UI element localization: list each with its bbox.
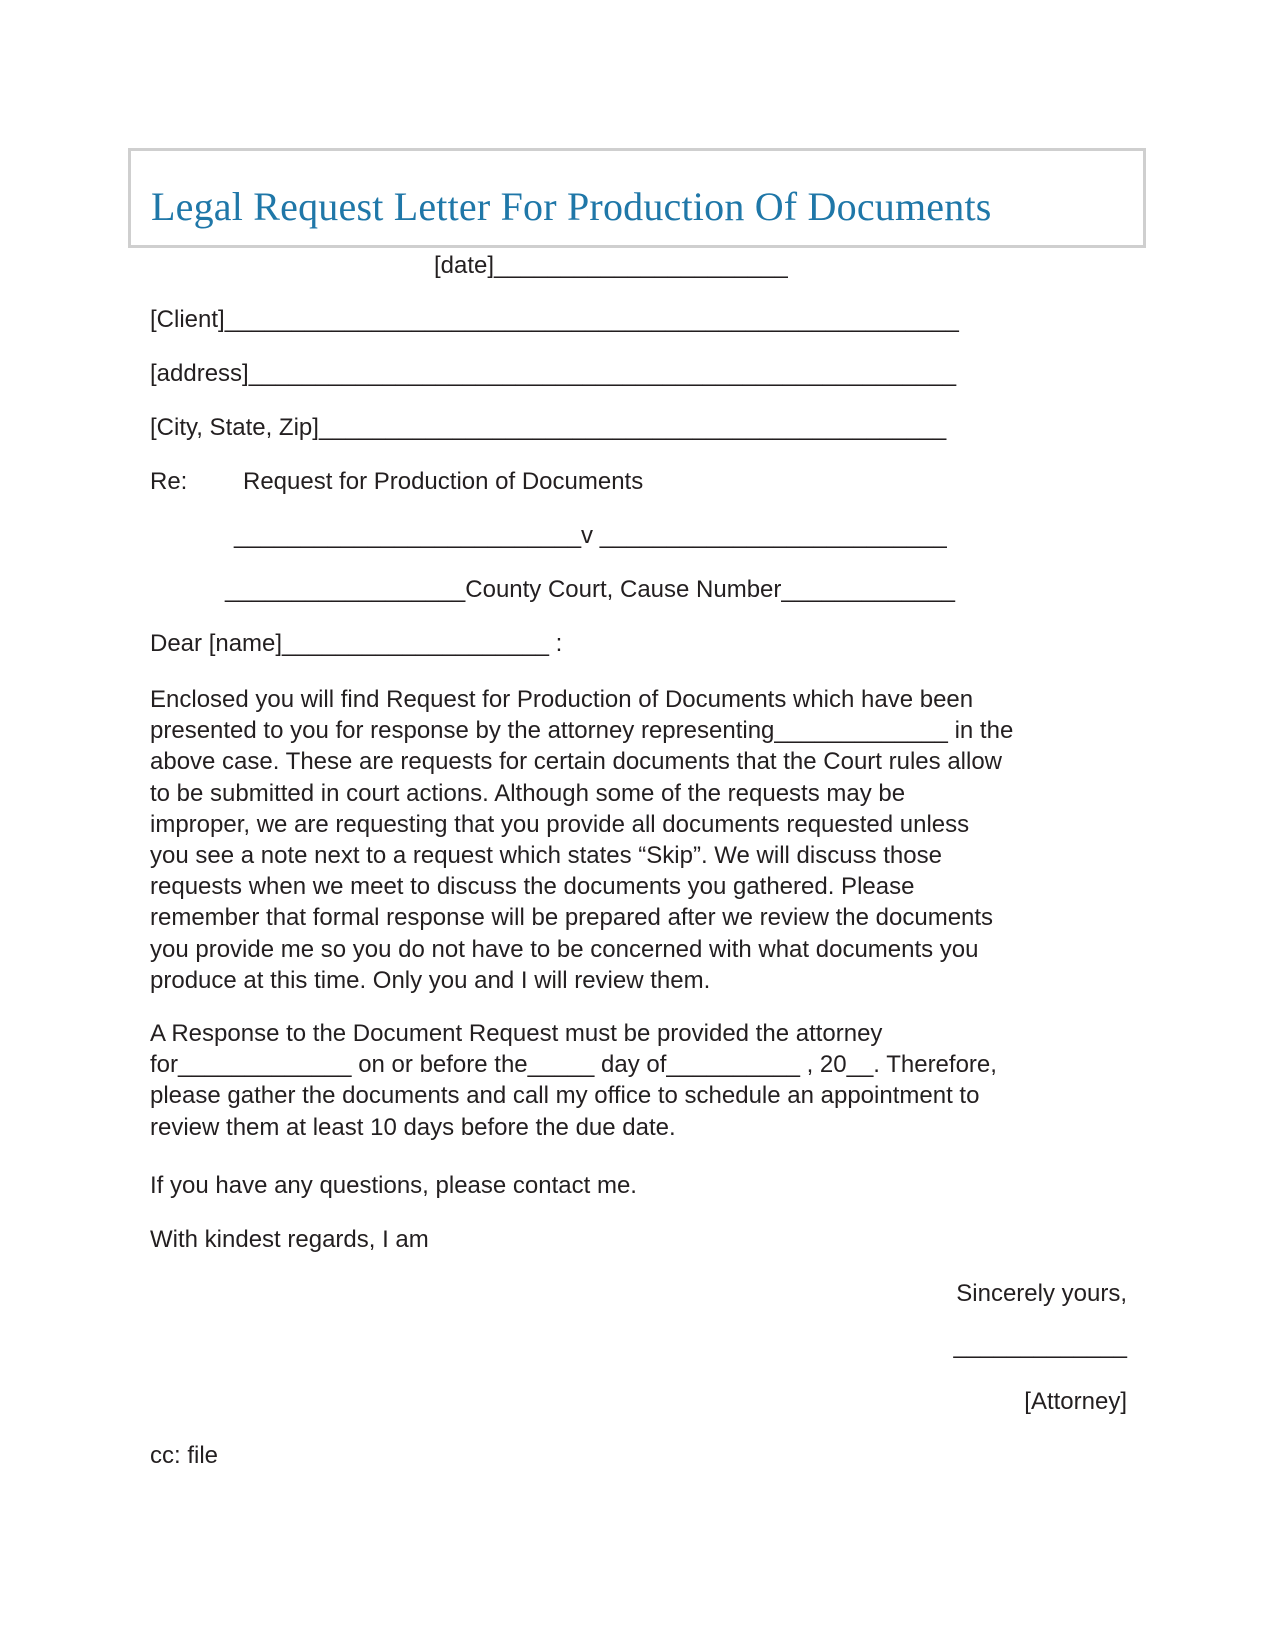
client-line: [Client]_______________________________________________________ <box>150 306 959 333</box>
re-label: Re: <box>150 468 188 495</box>
city-state-zip-line: [City, State, Zip]_______________________________________________ <box>150 414 947 441</box>
county-court-line: __________________County Court, Cause Number_____________ <box>225 576 955 603</box>
cc-line: cc: file <box>150 1442 219 1469</box>
signature-line: _____________ <box>953 1332 1127 1359</box>
attorney-name: [Attorney] <box>1024 1388 1127 1415</box>
salutation: Dear [name]____________________ : <box>150 630 563 657</box>
regards-line: With kindest regards, I am <box>150 1226 429 1253</box>
versus-line: __________________________v __________________________ <box>234 522 947 549</box>
body-paragraph-1: Enclosed you will find Request for Production of Documents which have been presented to you for response by the attorney representing_____________ in the above case. These are requests for certain documents that the Court rules allow to be submitted in court actions. Although some of the requests may be improper, we are requesting that you provide all documents requested unless you see a note next to a request which states “Skip”. We will discuss those requests when we meet to discuss the documents you gathered. Please remember that formal response will be prepared after we review the documents you provide me so you do not have to be concerned with what documents you produce at this time. Only you and I will review them. <box>150 686 1014 994</box>
title-box <box>128 148 1146 248</box>
document-title: Legal Request Letter For Production Of Documents <box>151 184 992 229</box>
body-paragraph-2: A Response to the Document Request must be provided the attorney for_____________ on or before the_____ day of__________ , 20__. Therefore, please gather the documents and call my office to schedule an appointment to review them at least 10 days before the due date. <box>150 1020 997 1141</box>
re-subject: Request for Production of Documents <box>243 468 644 495</box>
questions-line: If you have any questions, please contact me. <box>150 1172 637 1199</box>
date-line: [date]______________________ <box>434 252 788 279</box>
address-line: [address]_____________________________________________________ <box>150 360 957 387</box>
closing: Sincerely yours, <box>956 1280 1127 1307</box>
